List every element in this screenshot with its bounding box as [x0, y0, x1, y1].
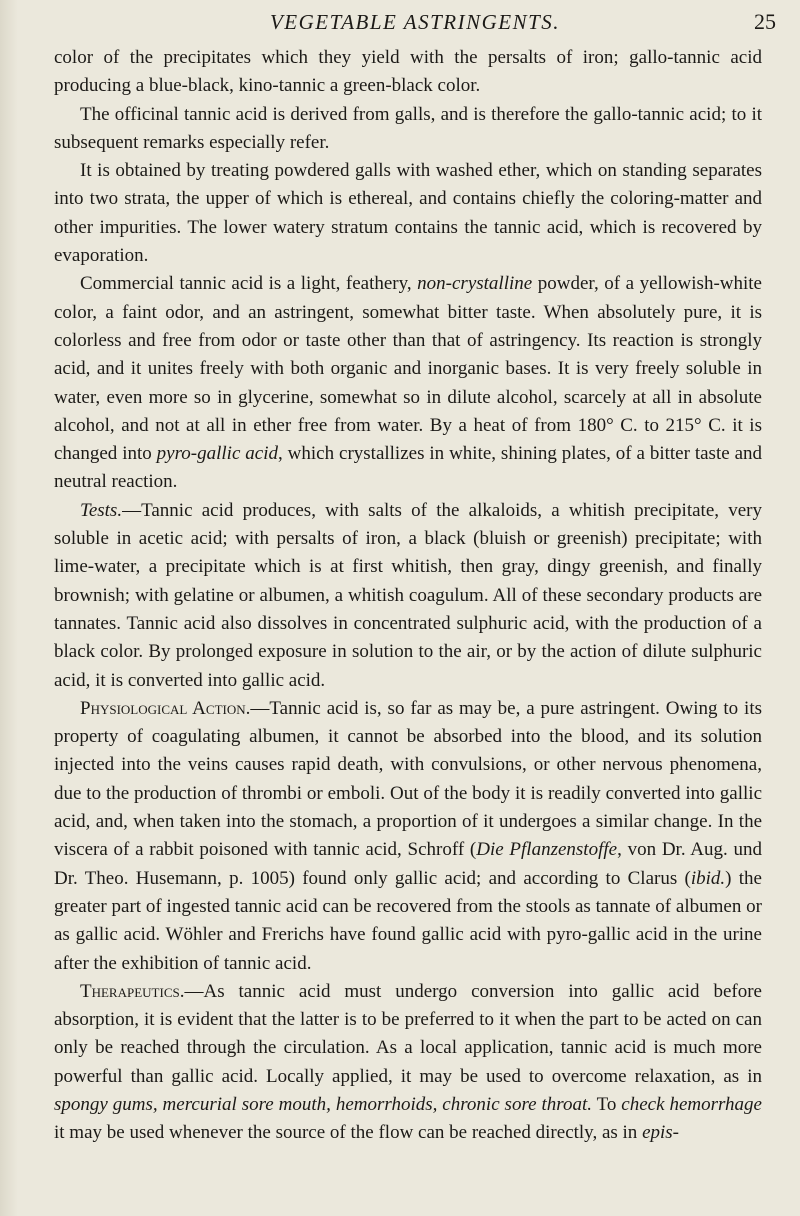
paragraph-preparation — [54, 157, 762, 270]
paragraph-physiological-action — [54, 695, 762, 978]
paragraph-continuation — [54, 44, 762, 101]
page-number: 25 — [754, 9, 776, 34]
paragraph-text: color of the precipitates which they yield with the persalts of iron; gallo-tannic acid producing a blue-black, kino-tannic a green-black color. — [54, 47, 762, 97]
body-text — [54, 44, 762, 1148]
text-run: powder, of a yellowish-white color, a faint odor, and an astringent, somewhat bitter taste. When absolutely pure, it is colorless and free from odor or taste other than that of astringency. Its reaction is strongly acid, and it unites freely with both organic and inorganic bases. It is very freely soluble in water, even more so in glycerine, somewhat so in dilute alcohol, scarcely at all in absolute alcohol, and not at all in ether free from water. By a heat of from 180° C. to 215° C. it is changed into — [54, 273, 762, 465]
italic-term: pyro-gallic acid — [156, 443, 279, 465]
paragraph-text: It is obtained by treating powdered galls with washed ether, which on standing separates into two strata, the upper of which is ethereal, and contains chiefly the coloring-matter and other impurities. The lower watery stratum contains the tannic acid, which is recovered by evaporation. — [54, 160, 762, 267]
italic-term: spongy gums, mercurial sore mouth, hemorrhoids, chronic sore throat. — [54, 1093, 592, 1115]
paragraph-commercial-tannic-acid — [54, 270, 762, 496]
text-run: To — [592, 1093, 622, 1115]
italic-term: non-crystalline — [417, 273, 533, 295]
italic-term: check hemorrhage — [621, 1093, 762, 1115]
page-header — [52, 6, 778, 36]
italic-citation: ibid. — [690, 867, 726, 889]
paragraph-officinal-tannic-acid — [54, 101, 762, 158]
text-run: , von Dr. Aug. und Dr. Theo. Husemann, p. 1005) found only gallic acid; and according to Clarus ( — [54, 839, 762, 889]
paragraph-tests — [54, 497, 762, 695]
text-run: —As tannic acid must undergo conversion into gallic acid before absorption, it is evident that the latter is to be preferred to it when the part to be acted on can only be reached through the circulation. As a local application, tannic acid is much more powerful than gallic acid. Locally applied, it may be used to overcome relaxation, as in — [54, 980, 762, 1087]
text-run: Commercial tannic acid is a light, feathery, — [80, 273, 418, 295]
text-run: it may be used whenever the source of the flow can be reached directly, as in — [54, 1122, 643, 1144]
section-heading-physiological-action: Physiological Action. — [80, 697, 251, 719]
section-heading-therapeutics: Therapeutics. — [80, 980, 185, 1002]
paragraph-text: The officinal tannic acid is derived from galls, and is therefore the gallo-tannic acid; to it subsequent remarks especially refer. — [54, 103, 762, 153]
running-title: VEGETABLE ASTRINGENTS. — [269, 10, 561, 34]
italic-citation: Die Pflanzenstoffe — [476, 839, 618, 861]
section-heading-tests: Tests. — [80, 499, 123, 521]
text-run: —Tannic acid is, so far as may be, a pure astringent. Owing to its property of coagulating albumen, it cannot be absorbed into the blood, and its solution injected into the veins causes rapid death, with convulsions, or other nervous phenomena, due to the production of thrombi or emboli. Out of the body it is readily converted into gallic acid, and, when taken into the stomach, a proportion of it undergoes a similar change. In the viscera of a rabbit poisoned with tannic acid, Schroff ( — [54, 697, 762, 861]
text-run: , which crystallizes in white, shining plates, of a bitter taste and neutral reaction. — [54, 443, 762, 493]
text-run: ) the greater part of ingested tannic acid can be recovered from the stools as tannate of albumen or as gallic acid. Wöhler and Frerichs have found gallic acid with pyro-gallic acid in the urine after the exhibition of tannic acid. — [54, 867, 762, 974]
paragraph-therapeutics — [54, 978, 762, 1148]
text-run: —Tannic acid produces, with salts of the alkaloids, a whitish precipitate, very soluble in acetic acid; with persalts of iron, a black (bluish or greenish) precipitate; with lime-water, a precipitate which is at first whitish, then gray, dingy greenish, and finally brownish; with gelatine or albumen, a whitish coagulum. All of these secondary products are tannates. Tannic acid also dissolves in concentrated sulphuric acid, with the production of a black color. By prolonged exposure in solution to the air, or by the action of dilute sulphuric acid, it is converted into gallic acid. — [54, 499, 762, 691]
italic-term: epis- — [642, 1122, 679, 1144]
